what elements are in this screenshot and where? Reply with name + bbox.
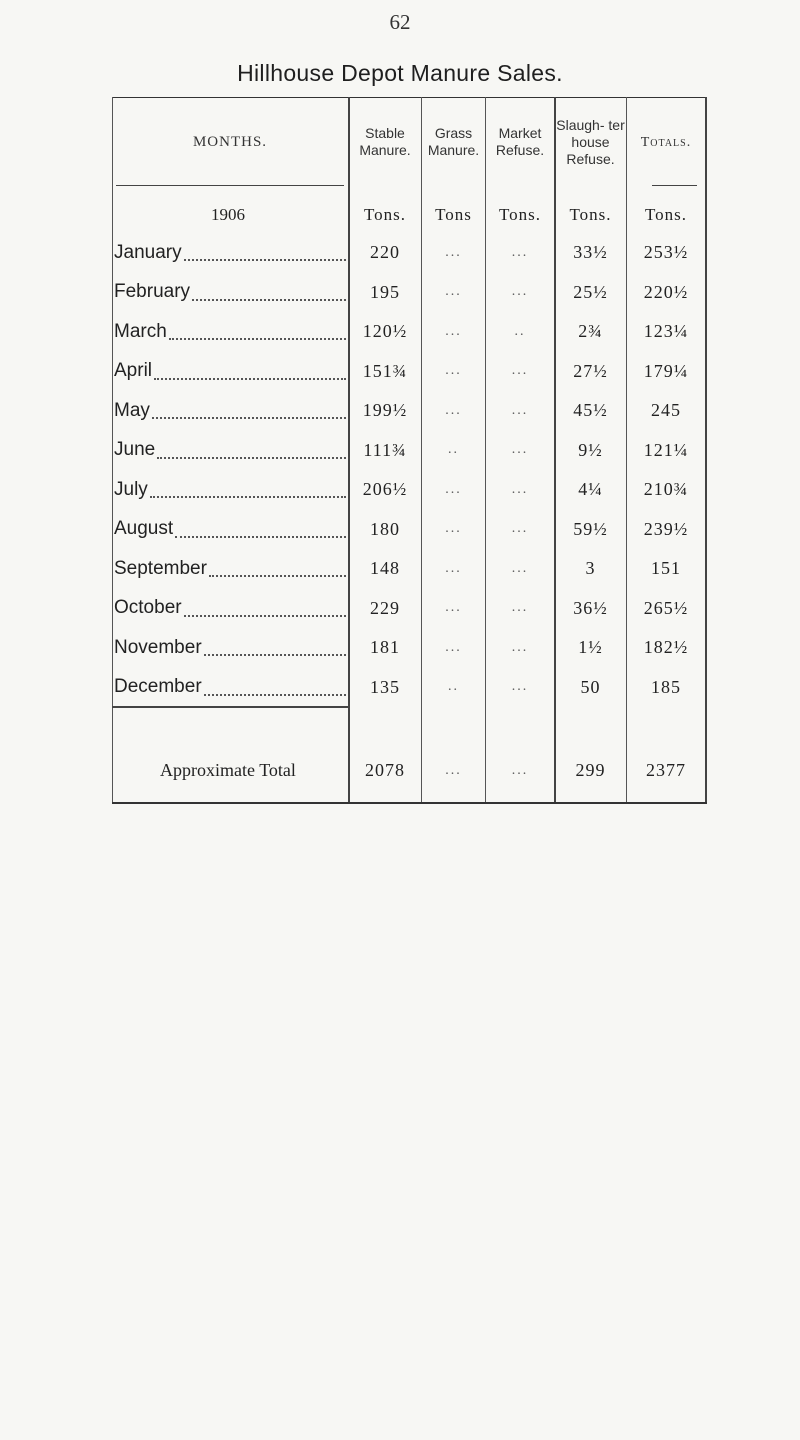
cell-slaughter: 25½ bbox=[573, 281, 608, 302]
month-label: August bbox=[114, 518, 174, 539]
total-row bbox=[112, 753, 707, 788]
month-cell bbox=[112, 472, 346, 507]
total-stable: 2078 bbox=[365, 760, 405, 780]
header-market-refuse: Market Refuse. bbox=[495, 125, 545, 158]
cell-grass: .. bbox=[448, 442, 459, 457]
dot-leader bbox=[157, 457, 346, 459]
cell-market: ... bbox=[511, 600, 529, 615]
total-totals: 2377 bbox=[646, 760, 686, 780]
header-rule-totals bbox=[652, 185, 697, 186]
cell-slaughter: 59½ bbox=[573, 518, 608, 539]
cell-total: 253½ bbox=[643, 242, 689, 262]
cell-grass: ... bbox=[445, 323, 462, 339]
cell-stable: 180 bbox=[370, 518, 400, 539]
month-cell bbox=[112, 354, 346, 389]
cell-grass: ... bbox=[445, 284, 462, 299]
cell-total: 220½ bbox=[643, 281, 689, 302]
total-grass: ... bbox=[445, 762, 462, 778]
cell-slaughter: 9½ bbox=[578, 439, 603, 460]
cell-grass: ... bbox=[445, 481, 462, 497]
dot-leader bbox=[192, 299, 346, 301]
cell-stable: 148 bbox=[370, 558, 400, 578]
month-cell bbox=[112, 670, 346, 705]
dot-leader bbox=[209, 575, 346, 577]
dot-leader bbox=[154, 378, 346, 380]
header-grass-manure: Grass Manure. bbox=[427, 125, 480, 158]
cell-stable: 120½ bbox=[362, 321, 408, 341]
header-slaughter-house-refuse: Slaugh- ter house Refuse. bbox=[556, 116, 625, 167]
table-row bbox=[112, 433, 707, 468]
dot-leader bbox=[184, 259, 346, 261]
unit-grass: Tons bbox=[435, 204, 472, 224]
unit-stable: Tons. bbox=[363, 204, 407, 224]
cell-slaughter: 33½ bbox=[573, 242, 608, 262]
cell-grass: ... bbox=[445, 402, 462, 418]
cell-slaughter: 27½ bbox=[573, 360, 608, 381]
table-row bbox=[112, 314, 707, 349]
cell-total: 185 bbox=[651, 676, 681, 697]
dot-leader bbox=[184, 615, 346, 617]
total-slaughter: 299 bbox=[575, 760, 606, 780]
cell-total: 265½ bbox=[643, 597, 689, 618]
cell-slaughter: 36½ bbox=[573, 597, 608, 618]
year-label: 1906 bbox=[211, 204, 245, 224]
unit-market: Tons. bbox=[498, 204, 542, 224]
table-row bbox=[112, 354, 707, 389]
cell-stable: 111¾ bbox=[363, 439, 407, 460]
cell-market: ... bbox=[511, 284, 529, 299]
cell-stable: 195 bbox=[370, 281, 400, 302]
cell-grass: ... bbox=[445, 639, 462, 655]
dot-leader bbox=[169, 338, 346, 340]
table-row bbox=[112, 670, 707, 705]
table-bottom-rule bbox=[112, 802, 707, 804]
cell-grass: .. bbox=[448, 679, 459, 694]
cell-stable: 206½ bbox=[362, 479, 408, 499]
month-label: December bbox=[114, 676, 202, 697]
cell-market: ... bbox=[511, 679, 529, 694]
cell-stable: 199½ bbox=[362, 400, 408, 420]
header-rule-months bbox=[116, 185, 344, 186]
cell-grass: ... bbox=[445, 600, 462, 615]
months-total-rule bbox=[112, 706, 348, 708]
cell-total: 151 bbox=[651, 558, 681, 578]
cell-market: ... bbox=[511, 521, 529, 536]
dot-leader bbox=[150, 496, 346, 498]
cell-total: 210¾ bbox=[643, 479, 689, 499]
cell-slaughter: 45½ bbox=[573, 400, 608, 420]
header-totals: Totals. bbox=[640, 134, 692, 150]
page-number: 62 bbox=[389, 10, 411, 34]
cell-stable: 135 bbox=[370, 676, 400, 697]
month-cell bbox=[112, 512, 346, 547]
cell-stable: 220 bbox=[370, 242, 400, 262]
dot-leader bbox=[175, 536, 346, 538]
cell-total: 182½ bbox=[643, 637, 689, 657]
unit-totals: Tons. bbox=[644, 204, 688, 224]
dot-leader bbox=[204, 694, 346, 696]
table-row bbox=[112, 591, 707, 626]
cell-market: ... bbox=[511, 402, 529, 418]
table-row bbox=[112, 630, 707, 665]
total-label: Approximate Total bbox=[160, 760, 296, 780]
month-label: July bbox=[114, 478, 148, 500]
cell-stable: 229 bbox=[370, 597, 400, 618]
cell-slaughter: 50 bbox=[580, 676, 601, 697]
dot-leader bbox=[204, 654, 346, 656]
header-stable-manure: Stable Manure. bbox=[359, 125, 411, 158]
cell-total: 179¼ bbox=[643, 360, 689, 381]
month-cell bbox=[112, 591, 346, 626]
month-cell bbox=[112, 275, 346, 310]
month-label: January bbox=[114, 241, 182, 263]
month-label: October bbox=[114, 597, 182, 618]
month-label: November bbox=[114, 636, 202, 658]
page-title: Hillhouse Depot Manure Sales. bbox=[237, 60, 563, 86]
cell-market: ... bbox=[511, 481, 529, 497]
month-cell bbox=[112, 551, 346, 586]
month-cell bbox=[112, 393, 346, 428]
cell-market: ... bbox=[511, 560, 529, 576]
month-cell bbox=[112, 433, 346, 468]
units-row bbox=[112, 197, 707, 232]
table-row bbox=[112, 472, 707, 507]
cell-total: 245 bbox=[651, 400, 681, 420]
cell-slaughter: 3 bbox=[585, 558, 596, 578]
cell-stable: 151¾ bbox=[362, 360, 408, 381]
cell-slaughter: 2¾ bbox=[578, 321, 603, 341]
cell-total: 123¼ bbox=[643, 321, 689, 341]
cell-market: .. bbox=[514, 323, 526, 339]
cell-grass: ... bbox=[445, 244, 462, 260]
month-label: March bbox=[114, 320, 167, 342]
month-cell bbox=[112, 314, 346, 349]
cell-market: ... bbox=[511, 363, 529, 378]
cell-slaughter: 4¼ bbox=[578, 479, 603, 499]
cell-total: 121¼ bbox=[643, 439, 689, 460]
month-label: September bbox=[114, 557, 207, 579]
month-cell bbox=[112, 630, 346, 665]
dot-leader bbox=[152, 417, 346, 419]
cell-grass: ... bbox=[445, 560, 462, 576]
header-months: MONTHS. bbox=[192, 133, 268, 150]
table-row bbox=[112, 275, 707, 310]
cell-market: ... bbox=[511, 639, 529, 655]
unit-slaughter: Tons. bbox=[569, 204, 612, 224]
cell-slaughter: 1½ bbox=[578, 637, 603, 657]
month-label: February bbox=[114, 281, 191, 302]
table-row bbox=[112, 393, 707, 428]
month-cell bbox=[112, 235, 346, 270]
cell-market: ... bbox=[511, 442, 529, 457]
month-label: June bbox=[114, 439, 156, 460]
cell-total: 239½ bbox=[643, 518, 689, 539]
month-label: April bbox=[114, 360, 153, 381]
total-market: ... bbox=[511, 762, 529, 778]
month-label: May bbox=[114, 399, 150, 421]
cell-stable: 181 bbox=[370, 637, 400, 657]
cell-grass: ... bbox=[445, 363, 462, 378]
table-row bbox=[112, 512, 707, 547]
cell-market: ... bbox=[511, 244, 529, 260]
cell-grass: ... bbox=[445, 521, 462, 536]
table-row bbox=[112, 551, 707, 586]
table-row bbox=[112, 235, 707, 270]
